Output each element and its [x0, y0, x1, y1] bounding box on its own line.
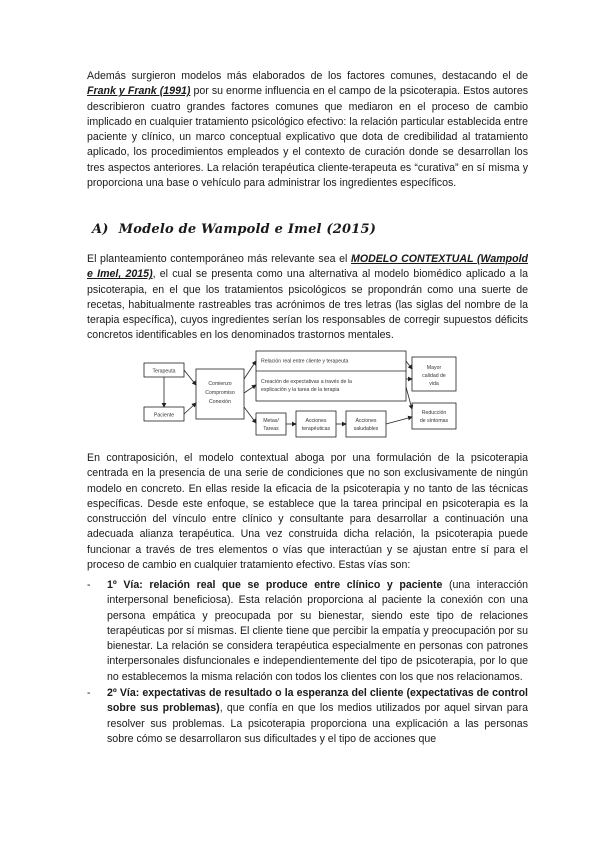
list-dash: -: [87, 579, 91, 591]
center-label-3: Conexión: [209, 399, 231, 405]
reduccion-label-2: de síntomas: [419, 418, 449, 424]
list-item: [87, 686, 528, 747]
contextual-model-diagram: [140, 349, 460, 441]
paragraph-text: por su enorme influencia en el campo de la psicoterapia. Estos autores describieron cuatro grandes factores comunes que mediaron en el proceso de cambio implicado en cualquier tratamiento psicológico efectivo: la relación particular establecida entre paciente y clínico, un marco conceptual explicativo que dota de credibilidad al tratamiento aplicado, los procedimientos empleados y el contexto de curación donde se desarrollan los tres aspectos anteriores. La relación terapéutica cliente-terapeuta es “curativa” en sí misma y proporciona una base o vehículo para administrar los ingredientes específicos.: [87, 85, 529, 190]
calidad-label-3: vida: [429, 381, 439, 387]
expectativas-label-1: Creación de expectativas a través de la: [261, 379, 352, 385]
heading-letter: A): [92, 222, 109, 237]
list-dash: -: [87, 687, 91, 700]
paragraph-text: , el cual se presenta como una alternativa al modelo biomédico aplicado a la psicoterapia, en el que los tratamientos psicológicos se propondrán como una suerte de recetas, habitualmente rastreables tras acrónimos de tres letras (las siglas del nombre de la terapia específica), cuyos ingredientes serían los responsables de corregir supuestos déficits concretos identificables en los denominados trastornos mentales.: [87, 268, 528, 342]
heading-title: Modelo de Wampold e Imel (2015): [118, 222, 377, 237]
center-label-2: Compromiso: [205, 390, 235, 396]
metas-label-2: Tareas: [263, 426, 279, 432]
citation-frank: Frank y Frank (1991): [87, 85, 191, 98]
expectativas-label-2: explicación y la tarea de la terapia: [261, 387, 340, 393]
list-item: [87, 578, 528, 685]
acciones-terapeuticas-box: [296, 411, 336, 437]
citation-wampold: MODELO CONTEXTUAL (Wampold e Imel, 2015): [87, 253, 528, 281]
paragraph-text: El planteamiento contemporáneo más relevante sea el: [87, 253, 352, 265]
acciones-ter-label-1: Acciones: [305, 418, 327, 424]
list-item-title: 1º Vía: relación real que se produce entre clínico y paciente: [107, 579, 443, 591]
acciones-sal-label-1: Acciones: [355, 418, 377, 424]
paciente-label: Paciente: [153, 412, 175, 419]
paragraph-modelo-contextual: [87, 252, 528, 344]
paragraph-text: Además surgieron modelos más elaborados de los factores comunes, destacando el de: [87, 70, 528, 82]
paragraph-frank: [87, 69, 528, 191]
acciones-saludables-box: [346, 411, 386, 437]
relacion-real-label: Relación real entre cliente y terapeuta: [261, 358, 349, 365]
acciones-sal-label-2: saludables: [353, 426, 379, 432]
list-item-text: (una interacción interpersonal beneficiosa). Esta relación proporciona al paciente la conexión con una persona empática y preocupada por su bienestar, siendo este tipo de relaciones terapéuticas por sí mismas. El cliente tiene que percibir la empatía y preocupación por su bienestar. La relación se considera terapéutica especialmente en personas con patrones interpersonales disfuncionales e independientemente del tipo de psicoterapia, por lo que no establecemos la misma relación con todos los clientes con los que nos relacionamos.: [107, 579, 528, 683]
terapeuta-label: Terapeuta: [152, 368, 176, 375]
reduccion-sintomas-box: [412, 403, 456, 429]
acciones-ter-label-2: terapéuticas: [301, 426, 331, 432]
section-heading: [92, 222, 376, 237]
reduccion-label-1: Reducción: [421, 410, 447, 416]
calidad-label-2: calidad de: [422, 373, 446, 379]
center-label-1: Comienzo: [208, 381, 232, 387]
paragraph-contraposicion: En contraposición, el modelo contextual aboga por una formulación de la psicoterapia centrada en la presencia de una serie de condiciones que no son exclusivamente de ningún modelo en concreto. En ellas reside la eficacia de la psicoterapia y no tanto de las técnicas específicas. Desde este enfoque, se establece que la tarea principal en psicoterapia es la construcción del vínculo entre clínico y consultante para desarrollar a continuación una adecuada alianza terapéutica. Una vez construida dicha relación, la psicoterapia puede funcionar a través de tres elementos o vías que interactúan y se ajustan entre sí para el proceso de cambio en cualquier tratamiento efectivo. Estas vías son:: [87, 452, 528, 572]
metas-label-1: Metas/: [263, 418, 279, 424]
list-item-text: , que confía en que los medios utilizados por aquel sirvan para resolver sus problemas. La psicoterapia proporciona una explicación a las personas sobre cómo se desarrollaron sus dificultades y el tipo de acciones que: [107, 702, 528, 745]
vias-list: [87, 578, 528, 748]
calidad-label-1: Mayor: [426, 365, 442, 371]
list-item-title: 2º Vía: expectativas de resultado o la esperanza del cliente (expectativas de control sobre sus problemas): [107, 687, 528, 715]
